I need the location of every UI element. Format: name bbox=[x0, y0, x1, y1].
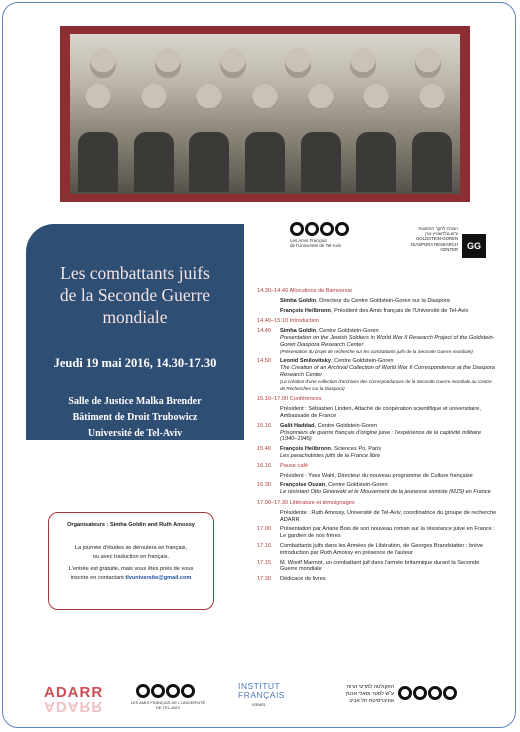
adarr-logo-reflection: ADARR bbox=[44, 698, 104, 715]
event-date: Jeudi 19 mai 2016, 14.30-17.30 bbox=[53, 356, 217, 370]
photo-frame bbox=[60, 26, 470, 202]
amis-label: Les Amis Français de l'Université de Tel-Aviv bbox=[290, 238, 342, 248]
goldstein-goren-label: המרכז לחקר התפוצות ע"ש גולדשטיין-גורן GOLDSTEIN-GOREN DIASPORA RESEARCH CENTER bbox=[410, 226, 458, 252]
adarr-logo: ADARR bbox=[44, 684, 104, 701]
section-welcome: 14.30–14.40 Allocutions de Bienvenue bbox=[257, 288, 353, 294]
event-title: Les combattants juifs de la Seconde Guerre mondiale bbox=[59, 263, 211, 327]
organizers-box: Organisateurs : Simha Goldin and Ruth Amossy La journée d'études se déroulera en français, ou avec traduction en français. L'entrée est gratuite, mais vous êtes priés de vous inscrire en contactant tlvuniversite@gmail.com bbox=[48, 512, 214, 610]
organizers-line: Organisateurs : Simha Goldin and Ruth Amossy bbox=[67, 522, 195, 528]
section-literature: 17.00–17.30 Littérature et témoignages bbox=[257, 499, 355, 506]
top-logos bbox=[290, 222, 496, 272]
amis-bottom-label: LES AMIS FRANÇAIS DE L'UNIVERSITÉ DE TEL-AVIV bbox=[130, 700, 206, 710]
title-box bbox=[26, 224, 244, 440]
bottom-logos: ADARR ADARR LES AMIS FRANÇAIS DE L'UNIVERSITÉ DE TEL-AVIV INSTITUT FRANÇAIS ISRAËL הפקולטה למדעי הרוח ע"ש לסטר וסאלי אנטין אוניברסיטת תל אביב bbox=[40, 680, 480, 710]
event-venue: Salle de Justice Malka Brender Bâtiment de Droit Trubowicz Université de Tel-Aviv bbox=[68, 396, 202, 439]
faculty-circles-icon bbox=[398, 686, 457, 700]
faculty-label: הפקולטה למדעי הרוח ע"ש לסטר וסאלי אנטין אוניברסיטת תל אביב bbox=[345, 684, 394, 704]
goldstein-goren-logo-icon: GG bbox=[462, 234, 486, 258]
group-photo bbox=[70, 34, 460, 194]
section-introduction: 14.40–15.10 Introduction bbox=[257, 318, 319, 325]
institut-francais-logo: INSTITUT FRANÇAIS bbox=[238, 681, 285, 700]
section-conferences: 15.10–17.00 Conférences bbox=[257, 396, 322, 403]
contact-email-link[interactable]: tlvuniversite@gmail.com bbox=[125, 575, 192, 581]
program: 14.30–14.40 Allocutions de Bienvenue Simha Goldin, Directeur du Centre Goldstein-Goren sur la Diaspora François Heilbronn, Président des Amis français de l'Université de Tel-Aviv 14.40–15.10 Introduction 14.40 Simha Goldin, Centre Goldstein-Goren Presentation on the Jewish Soldiers in World War II Research Project of the Goldstein-Goren Diaspora Research Center (Présentation du projet de recherche sur les combattants juifs de la Seconde Guerre mondiale) 14.50 Leonid Smilovitsky, Centre Goldstein-Goren The Creation of an Archival Collection of World War II Correspondence at the Diaspora Research Center (La création d'une collection d'archives des correspondances de la Seconde Guerre mondiale au Centre de Recherches sur la Diaspora) 15.10–17.00 Conférences Président : Sébastien Linden, Attaché de coopération scientifique et universitaire, Ambassade de France 15.10 Galit Haddad, Centre Goldstein-Goren Prisonniers de guerre français d'origine juive : l'expérience de la captivité militaire (1940–1945) 15.40 François Heilbronn, Sciences Po, Paris Les parachutistes juifs de la France libre 16.10 Pause café Président : Yves Wahl, Directeur du nouveau programme de Culture française 16.30 Françoise Ouzan, Centre Goldstein-Goren Le résistant Otto Giniewski et le Mouvement de la jeunesse sioniste (MJS) en France 17.00–17.30 Littérature et témoignages Présidente : Ruth Amossy, Université de Tel-Aviv, coordinatrice du groupe de recherche ADARR 17.00 Présentation par Ariane Bois de son nouveau roman sur la résistance juive en France : Le gardien de nos frères 17.10 Combattants juifs dans les Armées de Libération, de Georges Brandstatter : brève introduction par Ruth Amossy en présence de l'auteur 17.15 M. Woolf Marmot, un combattant juif dans l'armée britannique durant la Seconde Guerre mondiale 17.30 Dédicace de livres bbox=[257, 288, 497, 583]
amis-bottom-circles-icon bbox=[136, 684, 195, 698]
